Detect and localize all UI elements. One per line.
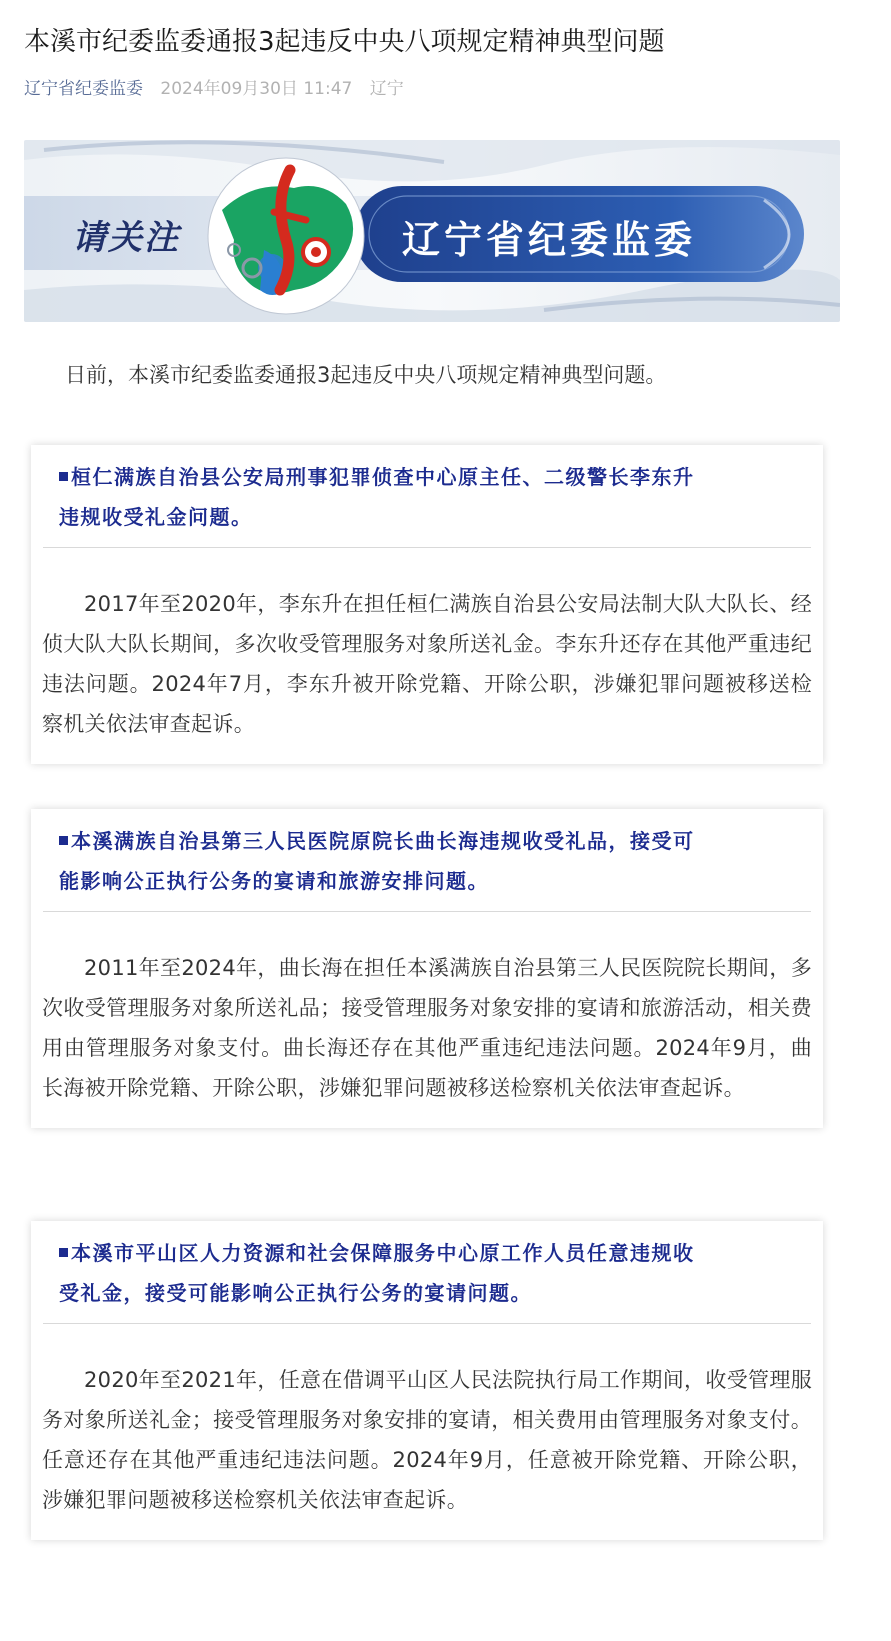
square-bullet-icon xyxy=(59,472,68,481)
case-card xyxy=(31,809,823,1128)
liaoning-map-logo-icon xyxy=(208,158,364,314)
publish-time: 2024年09月30日 11:47 xyxy=(160,79,353,99)
article-meta xyxy=(24,75,404,103)
case-body: 2011年至2024年，曲长海在担任本溪满族自治县第三人民医院院长期间，多次收受管理服务对象所送礼品；接受管理服务对象安排的宴请和旅游活动，相关费用由管理服务对象支付。曲长海还存在其他严重违纪违法问题。2024年9月，曲长海被开除党籍、开除公职，涉嫌犯罪问题被移送检察机关依法审查起诉。 xyxy=(42,956,812,1100)
case-title xyxy=(59,457,699,537)
case-title-text: 桓仁满族自治县公安局刑事犯罪侦查中心原主任、二级警长李东升违规收受礼金问题。 xyxy=(59,465,695,529)
intro-paragraph: 日前，本溪市纪委监委通报3起违反中央八项规定精神典型问题。 xyxy=(65,363,667,387)
case-header xyxy=(43,1221,811,1324)
case-title-text: 本溪市平山区人力资源和社会保障服务中心原工作人员任意违规收受礼金，接受可能影响公正执行公务的宴请问题。 xyxy=(59,1241,695,1305)
case-card xyxy=(31,445,823,764)
case-body: 2017年至2020年，李东升在担任桓仁满族自治县公安局法制大队大队长、经侦大队大队长期间，多次收受管理服务对象所送礼金。李东升还存在其他严重违纪违法问题。2024年7月，李东升被开除党籍、开除公职，涉嫌犯罪问题被移送检察机关依法审查起诉。 xyxy=(42,592,812,736)
source-account-link[interactable]: 辽宁省纪委监委 xyxy=(24,79,143,99)
case-title xyxy=(59,1233,699,1313)
article-title: 本溪市纪委监委通报3起违反中央八项规定精神典型问题 xyxy=(24,27,665,57)
case-header xyxy=(43,809,811,912)
case-body: 2020年至2021年，任意在借调平山区人民法院执行局工作期间，收受管理服务对象所送礼金；接受管理服务对象安排的宴请，相关费用由管理服务对象支付。任意还存在其他严重违纪违法问题。2024年9月，任意被开除党籍、开除公职，涉嫌犯罪问题被移送检察机关依法审查起诉。 xyxy=(42,1368,812,1512)
case-card xyxy=(31,1221,823,1540)
case-title xyxy=(59,821,699,901)
banner-org-name: 辽宁省纪委监委 xyxy=(402,218,697,262)
square-bullet-icon xyxy=(59,836,68,845)
banner-prompt: 请关注 xyxy=(72,218,180,258)
case-header xyxy=(43,445,811,548)
square-bullet-icon xyxy=(59,1248,68,1257)
case-title-text: 本溪满族自治县第三人民医院原院长曲长海违规收受礼品，接受可能影响公正执行公务的宴请和旅游安排问题。 xyxy=(59,829,695,893)
header-banner xyxy=(24,140,840,322)
publish-location: 辽宁 xyxy=(369,79,404,99)
